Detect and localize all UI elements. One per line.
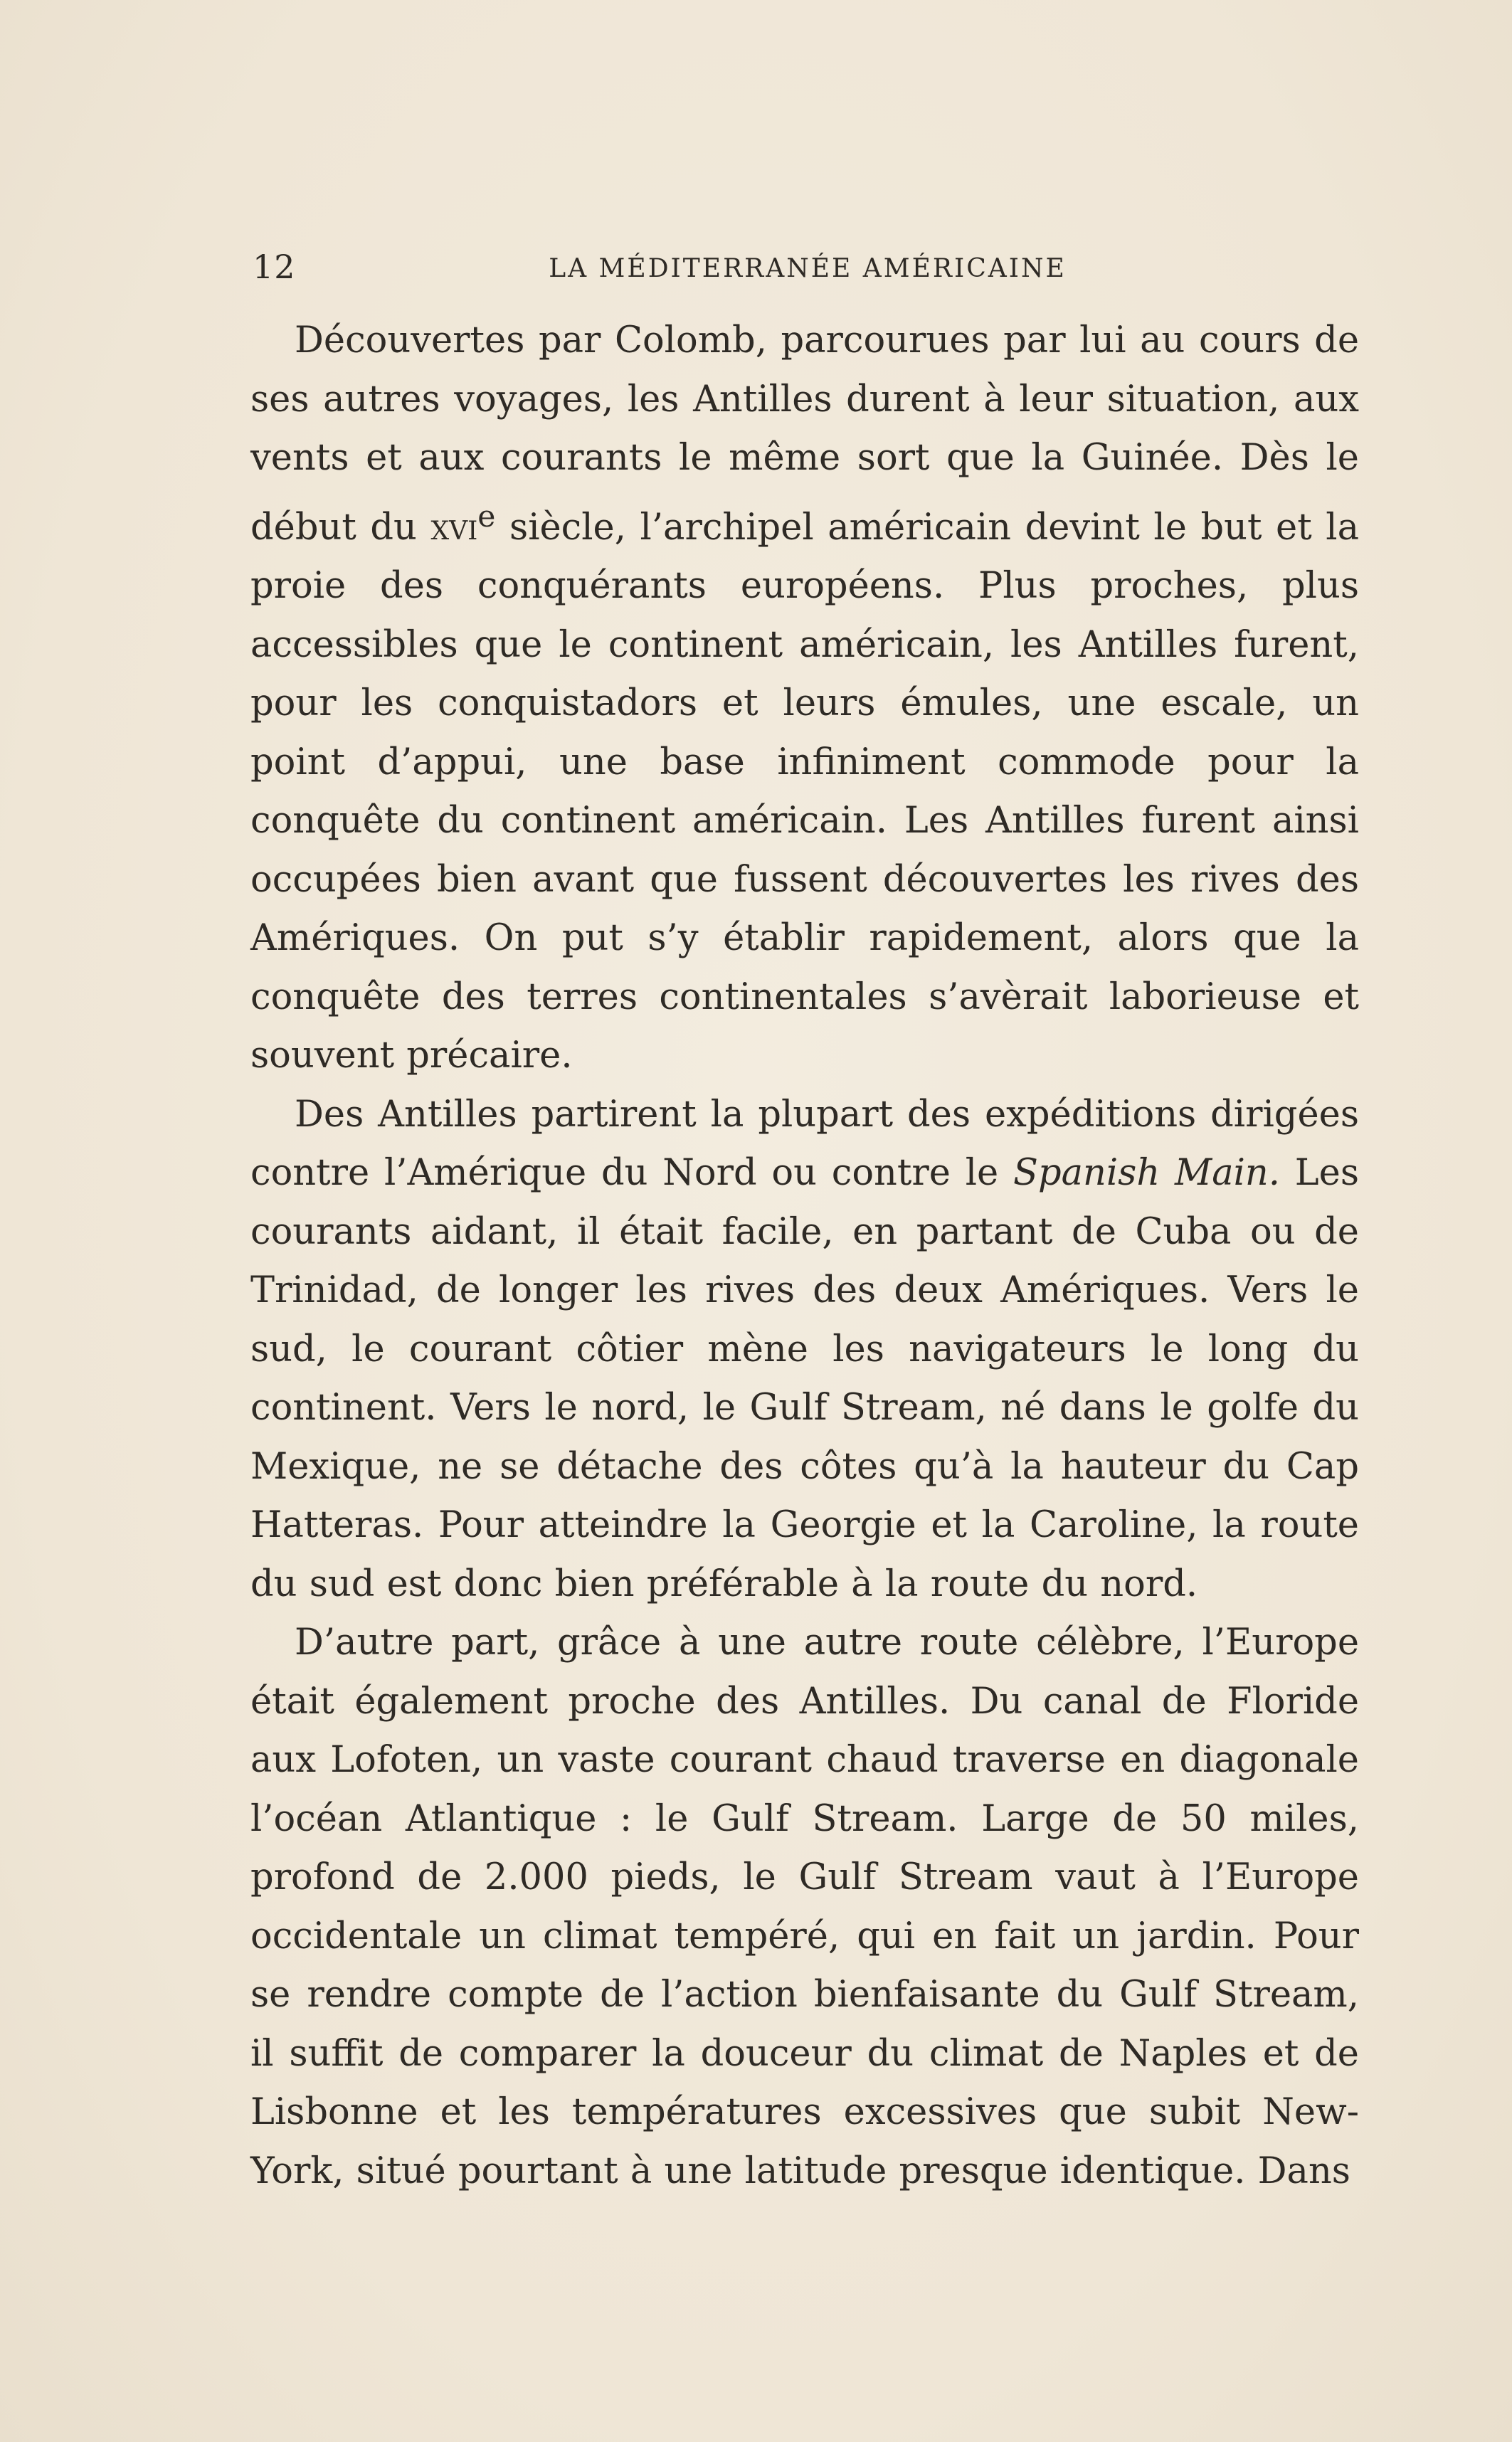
paragraph-1 bbox=[250, 312, 1359, 1086]
paragraph-1-text-start: Découvertes par Colomb, parcourues par lui au cours de ses autres voyages, les Antilles durent à leur situation, aux vents et aux courants le même sort que la Guinée. Dès le début du bbox=[250, 319, 1359, 549]
running-title: LA MÉDITERRANÉE AMÉRICAINE bbox=[549, 254, 1067, 283]
paragraph-2-text-start: Des Antilles partirent la plupart des expéditions dirigées contre l’Amérique du Nord ou contre le bbox=[250, 1093, 1359, 1194]
paragraph-2-text-end: Les courants aidant, il était facile, en partant de Cuba ou de Trinidad, de longer les rives des deux Amériques. Vers le sud, le courant côtier mène les navigateurs le long du continent. Vers le nord, le Gulf Stream, né dans le golfe du Mexique, ne se détache des côtes qu’à la hauteur du Cap Hatteras. Pour atteindre la Georgie et la Caroline, la route du sud est donc bien préférable à la route du nord. bbox=[250, 1152, 1359, 1605]
paragraph-1-text-end: siècle, l’archipel américain devint le but et la proie des conquérants européens. Plus proches, plus accessibles que le continent américain, les Antilles furent, pour les conquistadors et leurs émules, une escale, un point d’appui, une base infiniment commode pour la conquête du continent américain. Les Antilles furent ainsi occupées bien avant que fussent découvertes les rives des Amériques. On put s’y établir rapidement, alors que la conquête des terres continentales s’avèrait laborieuse et souvent précaire. bbox=[250, 506, 1359, 1077]
body-text bbox=[250, 312, 1359, 2201]
running-head bbox=[253, 245, 1363, 295]
page-number: 12 bbox=[253, 248, 296, 286]
century-numeral: xvi bbox=[430, 506, 478, 549]
spanish-main-italic: Spanish Main. bbox=[1013, 1152, 1280, 1194]
paragraph-3: D’autre part, grâce à une autre route célèbre, l’Europe était également proche des Antilles. Du canal de Floride aux Lofoten, un vaste courant chaud traverse en diagonale l’océan Atlantique : le Gulf Stream. Large de 50 miles, profond de 2.000 pieds, le Gulf Stream vaut à l’Europe occidentale un climat tempéré, qui en fait un jardin. Pour se rendre compte de l’action bienfaisante du Gulf Stream, il suffit de comparer la douceur du climat de Naples et de Lisbonne et les températures excessives que subit New-York, situé pourtant à une latitude presque identique. Dans bbox=[250, 1622, 1359, 2192]
paragraph-2 bbox=[250, 1086, 1359, 1614]
century-superscript: e bbox=[477, 499, 496, 534]
